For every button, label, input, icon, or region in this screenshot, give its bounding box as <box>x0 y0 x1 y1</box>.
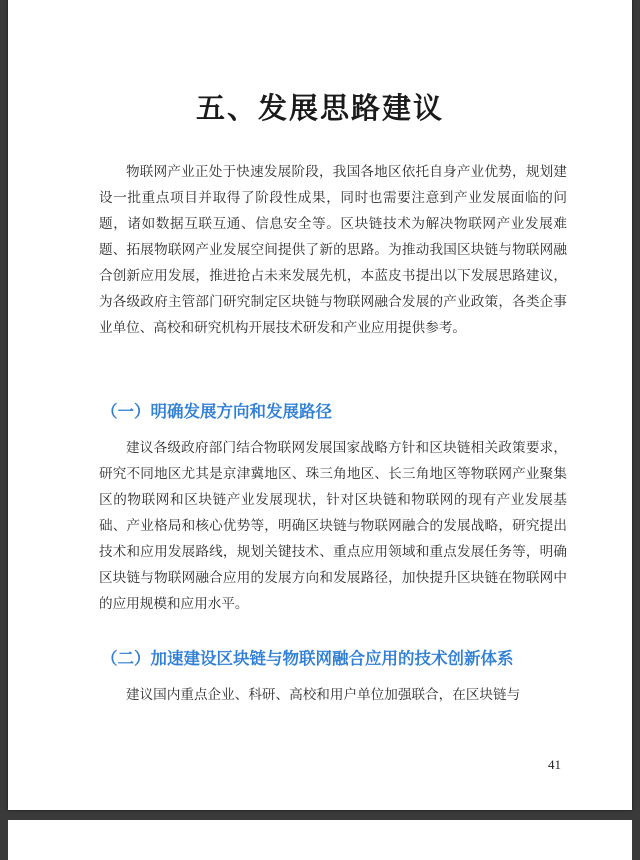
section-2-heading: （二）加速建设区块链与物联网融合应用的技术创新体系 <box>101 649 514 668</box>
intro-paragraph: 物联网产业正处于快速发展阶段，我国各地区依托自身产业优势，规划建设一批重点项目并取得了阶段性成果，同时也需要注意到产业发展面临的问题，诸如数据互联互通、信息安全等。区块链技术为解决物联网产业发展难题、拓展物联网产业发展空间提供了新的思路。为推动我国区块链与物联网融合创新应用发展，推进抢占未来发展先机，本蓝皮书提出以下发展思路建议，为各级政府主管部门研究制定区块链与物联网融合发展的产业政策，各类企事业单位、高校和研究机构开展技术研发和产业应用提供参考。 <box>99 164 567 336</box>
section-1-heading: （一）明确发展方向和发展路径 <box>101 402 332 421</box>
section-1-paragraph: 建议各级政府部门结合物联网发展国家战略方针和区块链相关政策要求，研究不同地区尤其是京津冀地区、珠三角地区、长三角地区等物联网产业聚集区的物联网和区块链产业发展现状，针对区块链和物联网的现有产业发展基础、产业格局和核心优势等，明确区块链与物联网融合的发展战略，研究提出技术和应用发展路线，规划关键技术、重点应用领域和重点发展任务等，明确区块链与物联网融合应用的发展方向和发展路径，加快提升区块链在物联网中的应用规模和应用水平。 <box>99 440 567 612</box>
page-number: 41 <box>548 757 561 772</box>
page-title: 五、发展思路建议 <box>195 91 444 125</box>
next-page-edge <box>8 820 632 860</box>
document-page <box>8 0 632 810</box>
section-2-paragraph: 建议国内重点企业、科研、高校和用户单位加强联合，在区块链与 <box>126 687 521 703</box>
